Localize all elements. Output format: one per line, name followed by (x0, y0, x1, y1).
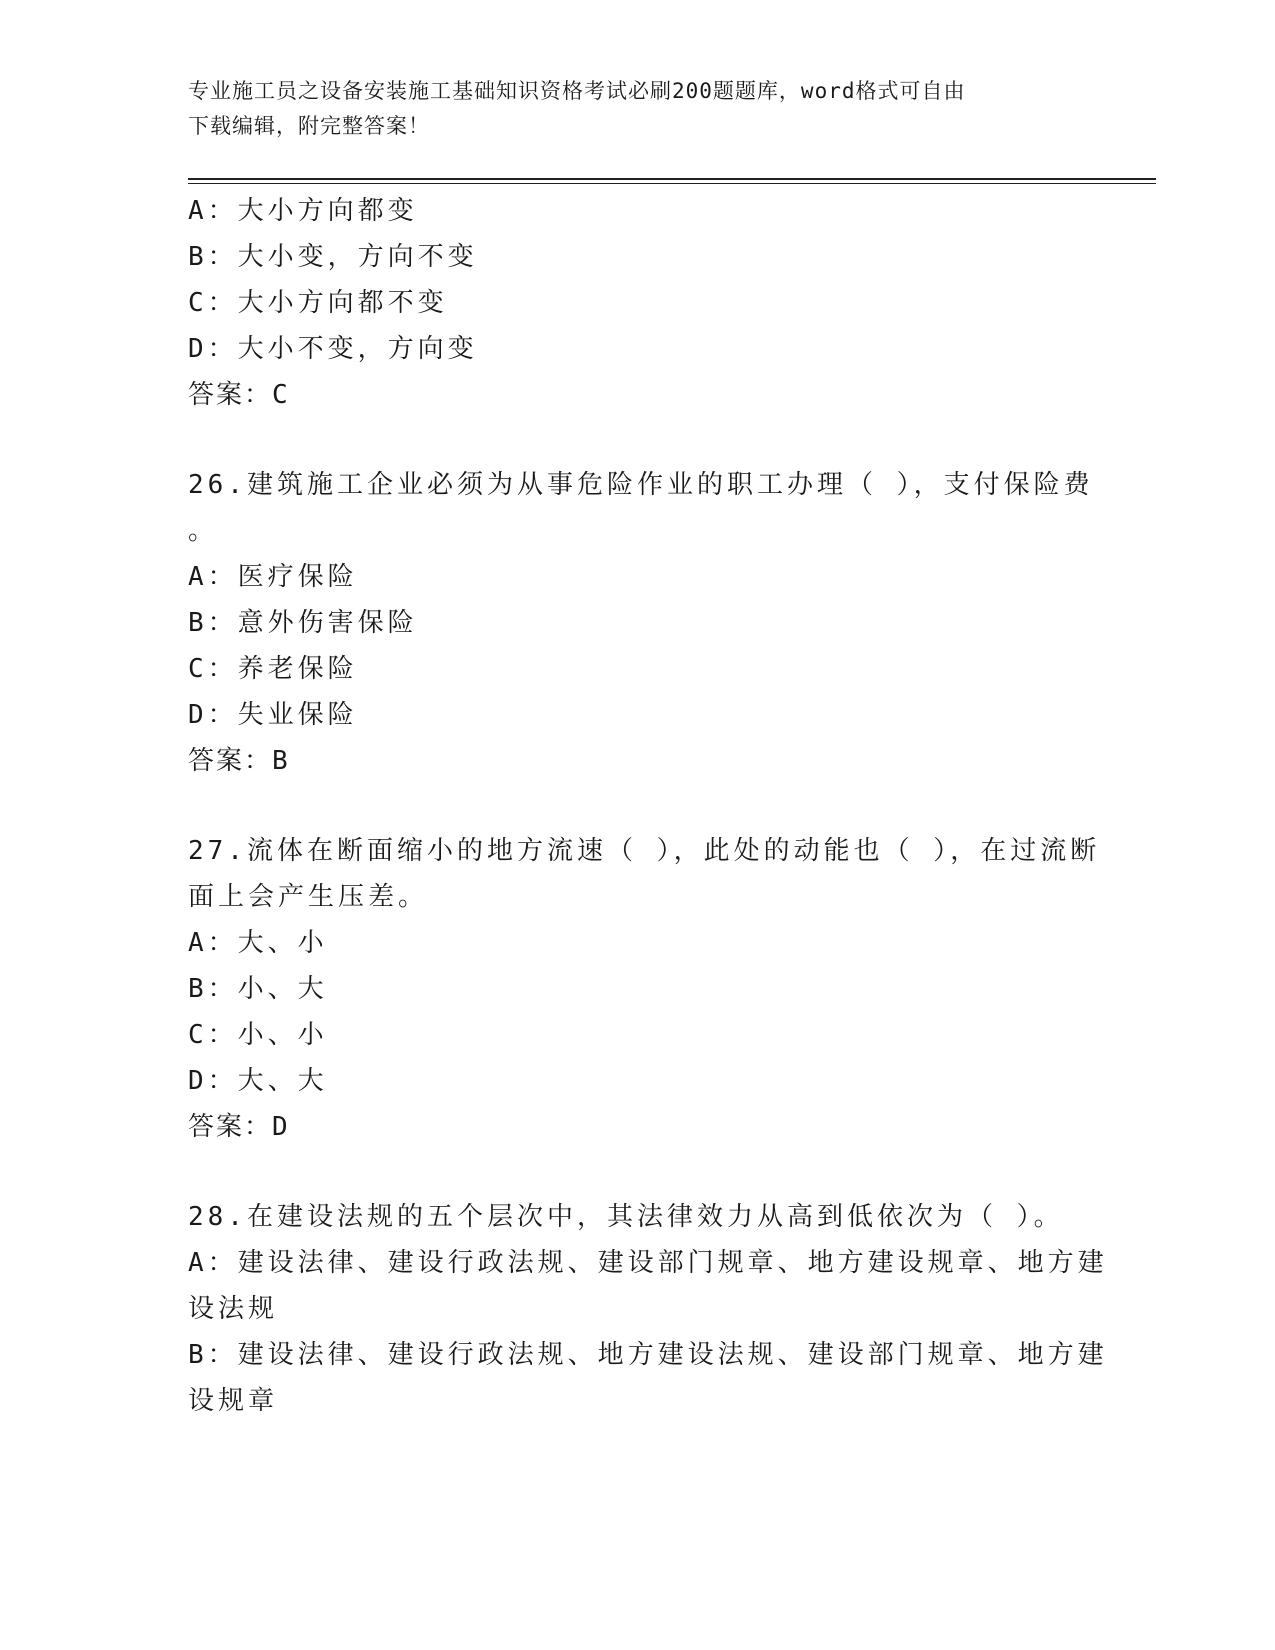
header-divider-thin (188, 183, 1156, 184)
question-stem-line: 26.建筑施工企业必须为从事危险作业的职工办理（ ），支付保险费 (188, 470, 1094, 500)
question-stem-line: 面上会产生压差。 (188, 882, 429, 912)
option-d: D：失业保险 (188, 700, 358, 730)
option-b-continued: 设规章 (188, 1386, 279, 1416)
option-d: D：大小不变，方向变 (188, 334, 478, 364)
option-b: B：小、大 (188, 974, 328, 1004)
option-b: B：建设法律、建设行政法规、地方建设法规、建设部门规章、地方建 (188, 1340, 1108, 1370)
answer-line: 答案：D (188, 1112, 290, 1142)
header-divider-thick (188, 178, 1156, 180)
option-a: A：大、小 (188, 928, 328, 958)
option-c: C：小、小 (188, 1020, 328, 1050)
spacer (188, 1150, 1088, 1194)
option-b: B：意外伤害保险 (188, 608, 418, 638)
question-stem-line: 27.流体在断面缩小的地方流速（ ），此处的动能也（ ），在过流断 (188, 836, 1101, 866)
option-b: B：大小变，方向不变 (188, 242, 478, 272)
header-line-2: 下载编辑，附完整答案！ (188, 114, 430, 138)
answer-line: 答案：B (188, 746, 290, 776)
question-28 (188, 1194, 1108, 1424)
option-a-continued: 设法规 (188, 1294, 279, 1324)
spacer (188, 784, 1088, 828)
option-a: A：大小方向都变 (188, 196, 418, 226)
question-stem-line: 。 (188, 516, 219, 546)
option-a: A：医疗保险 (188, 562, 358, 592)
option-d: D：大、大 (188, 1066, 328, 1096)
question-27 (188, 828, 1101, 1150)
document-header (188, 74, 1088, 144)
answer-line: 答案：C (188, 380, 290, 410)
question-content (188, 188, 1108, 1424)
option-a: A：建设法律、建设行政法规、建设部门规章、地方建设规章、地方建 (188, 1248, 1108, 1278)
spacer (188, 418, 1088, 462)
option-c: C：养老保险 (188, 654, 358, 684)
option-c: C：大小方向都不变 (188, 288, 448, 318)
header-line-1: 专业施工员之设备安装施工基础知识资格考试必刷200题题库，word格式可自由 (188, 79, 966, 103)
question-25-tail (188, 188, 1088, 418)
question-stem-line: 28.在建设法规的五个层次中，其法律效力从高到低依次为（ ）。 (188, 1202, 1064, 1232)
question-26 (188, 462, 1094, 784)
